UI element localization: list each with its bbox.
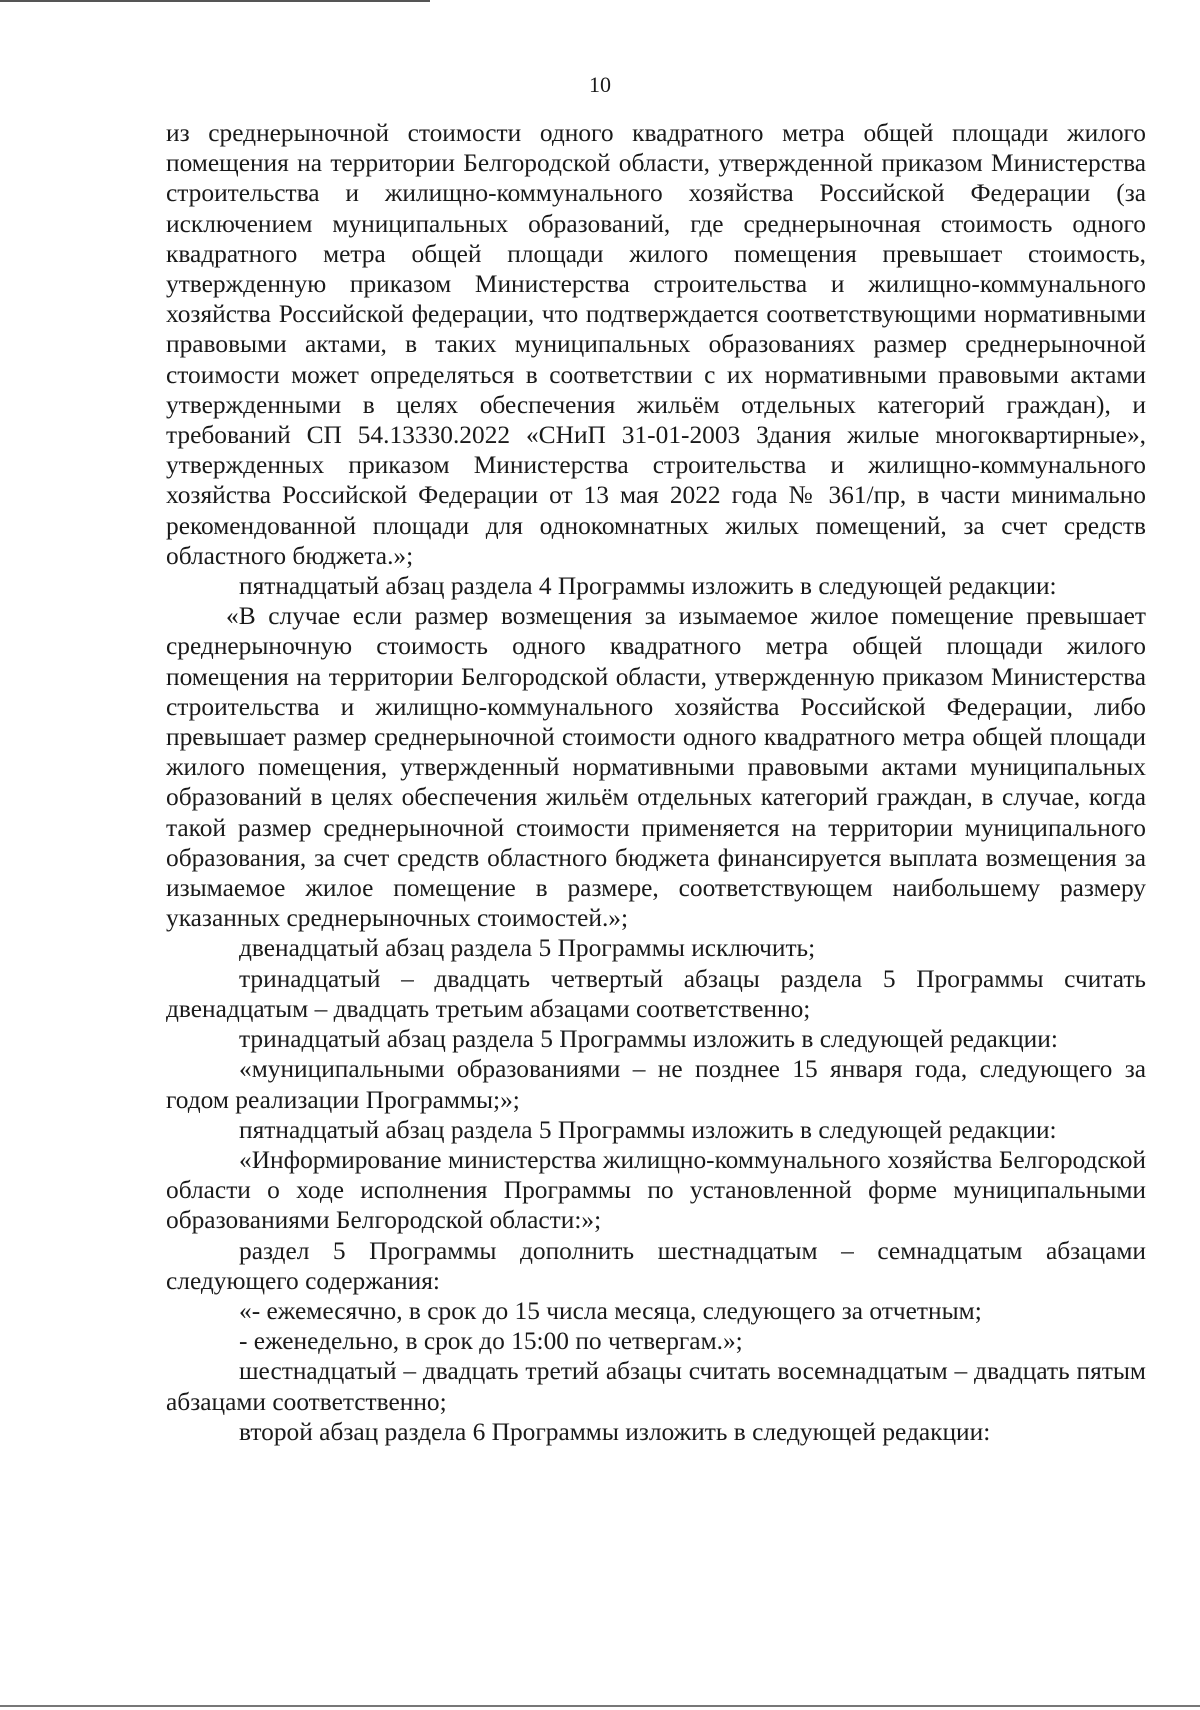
scan-edge-bottom	[0, 1705, 1200, 1707]
paragraph-section5-supplement: раздел 5 Программы дополнить шестнадцатым – семнадцатым абзацами следующего содержания:	[166, 1236, 1146, 1295]
paragraph-quote-compensation: «В случае если размер возмещения за изымаемое жилое помещение превышает среднерыночную стоимость одного квадратного метра общей площади жилого помещения на территории Белгородской области, утвержденную приказом Министерства строительства и жилищно-коммунального хозяйства Российской Федерации, либо превышает размер среднерыночной стоимости одного квадратного метра общей площади жилого помещения, утвержденный нормативными правовыми актами муниципальных образований в целях обеспечения жильём отдельных категорий граждан, в случае, когда такой размер среднерыночной стоимости применяется на территории муниципального образования, за счет средств областного бюджета финансируется выплата возмещения за изымаемое жилое помещение в размере, соответствующем наибольшему размеру указанных среднерыночных стоимостей.»;	[166, 602, 1146, 933]
paragraph-section5-thirteenth: тринадцатый абзац раздела 5 Программы изложить в следующей редакции:	[239, 1025, 1058, 1054]
paragraph-section5-renumber: тринадцатый – двадцать четвертый абзацы раздела 5 Программы считать двенадцатым – двадцать третьим абзацами соответственно;	[166, 964, 1146, 1023]
paragraph-quote-weekly: - еженедельно, в срок до 15:00 по четвергам.»;	[239, 1327, 743, 1356]
paragraph-section4-amend: пятнадцатый абзац раздела 4 Программы изложить в следующей редакции:	[239, 572, 1057, 601]
paragraph-renumber-sixteenth: шестнадцатый – двадцать третий абзацы считать восемнадцатым – двадцать пятым абзацами соответственно;	[166, 1357, 1146, 1416]
page-number: 10	[589, 72, 611, 97]
scan-edge-top	[0, 0, 430, 2]
paragraph-quote-deadline: «муниципальными образованиями – не позднее 15 января года, следующего за годом реализации Программы;»;	[166, 1055, 1146, 1114]
paragraph-quote-monthly: «- ежемесячно, в срок до 15 числа месяца, следующего за отчетным;	[239, 1296, 982, 1325]
paragraph-section5-delete: двенадцатый абзац раздела 5 Программы исключить;	[239, 934, 816, 963]
paragraph-section6-amend: второй абзац раздела 6 Программы изложить в следующей редакции:	[239, 1417, 991, 1446]
document-body	[166, 118, 1146, 1447]
paragraph-quote-informing: «Информирование министерства жилищно-коммунального хозяйства Белгородской области о ходе исполнения Программы по установленной форме муниципальными образованиями Белгородской области:»;	[166, 1145, 1146, 1235]
paragraph-section5-fifteenth: пятнадцатый абзац раздела 5 Программы изложить в следующей редакции:	[239, 1115, 1057, 1144]
paragraph-continuation: из среднерыночной стоимости одного квадратного метра общей площади жилого помещения на территории Белгородской области, утвержденной приказом Министерства строительства и жилищно-коммунального хозяйства Российской Федерации (за исключением муниципальных образований, где среднерыночная стоимость одного квадратного метра общей площади жилого помещения превышает стоимость, утвержденную приказом Министерства строительства и жилищно-коммунального хозяйства Российской федерации, что подтверждается соответствующими нормативными правовыми актами, в таких муниципальных образованиях размер среднерыночной стоимости может определяться в соответствии с их нормативными правовыми актами утвержденными в целях обеспечения жильём отдельных категорий граждан), и требований СП 54.13330.2022 «СНиП 31-01-2003 Здания жилые многоквартирные», утвержденных приказом Министерства строительства и жилищно-коммунального хозяйства Российской Федерации от 13 мая 2022 года № 361/пр, в части минимально рекомендованной площади для однокомнатных жилых помещений, за счет средств областного бюджета.»;	[166, 119, 1146, 570]
